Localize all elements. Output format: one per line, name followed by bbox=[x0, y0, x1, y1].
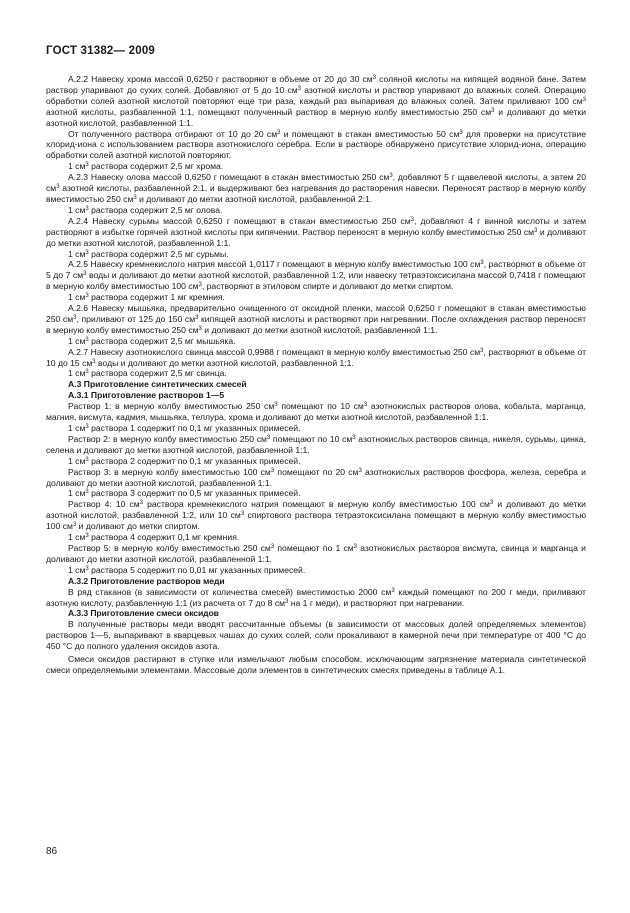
paragraph: В полученные растворы меди вводят рассчитанные объемы (в зависимости от массовых долей определяемых элементов) растворов 1—5, выпаривают в кварцевых чашах до сухих солей, соли прокаливают в камерной печи при температуре от 400 °С до 450 °С до полного удаления оксидов азота. bbox=[46, 619, 586, 652]
paragraph: Раствор 5: в мерную колбу вместимостью 250 $см^3$ помещают по 1 $см^3$ азотнокислых растворов висмута, свинца и марганца и доливают до метки азотной кислотой, разбавленной 1:1. bbox=[46, 542, 586, 564]
document-header: ГОСТ 31382— 2009 bbox=[46, 45, 156, 57]
subsection-heading: А.3.3 Приготовление смеси оксидов bbox=[68, 608, 219, 619]
document-body bbox=[46, 74, 586, 676]
paragraph: 1 $см^3$ раствора 4 содержит 0,1 мг кремния. bbox=[68, 532, 240, 543]
paragraph: 1 $см^3$ раствора содержит 2,5 мг мышьяка. bbox=[68, 335, 236, 346]
paragraph: А.2.2 Навеску хрома массой 0,6250 г растворяют в объеме от 20 до 30 $см^3$ соляной кислоты на кипящей водяной бане. Затем раствор упаривают до сухих солей. Добавляют от 5 до 10 $см^3$ азотной кислоты и раствор упаривают до влажных солей. Операцию обработки солей азотной кислотой повторяют еще три раза, каждый раз выпаривая до влажных солей. Затем приливают 100 $см^3$ азотной кислоты, разбавленной 1:1, помещают полученный раствор в мерную колбу вместимостью 250 $см^3$ и доливают до метки азотной кислотой, разбавленной 1:1. bbox=[46, 74, 586, 128]
paragraph: А.2.7 Навеску азотнокислого свинца массой 0,9988 г помещают в мерную колбу вместимостью 250 $см^3$, растворяют в объеме от 10 до 15 $см^3$ воды и доливают до метки азотной кислотой, разбавленной 1:1. bbox=[46, 346, 587, 368]
paragraph: Раствор 2: в мерную колбу вместимостью 250 $см^3$ помещают по 10 $см^3$ азотнокислых растворов свинца, никеля, сурьмы, цинка, селена и доливают до метки азотной кислотой, разбавленной 1:1. bbox=[46, 433, 586, 455]
paragraph: 1 $см^3$ раствора 3 содержит по 0,5 мг указанных примесей. bbox=[68, 488, 301, 499]
paragraph: 1 $см^3$ раствора содержит 2,5 мг хрома. bbox=[68, 161, 224, 172]
paragraph: 1 $см^3$ раствора 2 содержит по 0,1 мг указанных примесей. bbox=[68, 455, 301, 466]
paragraph: А.2.4 Навеску сурьмы массой 0,6250 г помещают в стакан вместимостью 250 $см^3$, добавляют 4 г винной кислоты и затем растворяют в избытке горячей азотной кислоты при кипячении. Раствор переносят в мерную колбу вместимостью 250 $см^3$ и доливают до метки азотной кислотой, разбавленной 1:1. bbox=[46, 215, 586, 248]
paragraph: 1 $см^3$ раствора содержит 2,5 мг олова. bbox=[68, 204, 223, 215]
subsection-heading: А.3.2 Приготовление растворов меди bbox=[68, 575, 225, 586]
paragraph: От полученного раствора отбирают от 10 до 20 $см^3$ и помещают в стакан вместимостью 50 $см^3$ для проверки на присутствие хлорид-иона с использованием раствора азотнокислого серебра. Если в растворе обнаружено присутствие хлорид-иона, операцию обработки солей азотной кислотой повторяют. bbox=[46, 128, 586, 161]
paragraph: Раствор 4: 10 $см^3$ раствора кремнекислого натрия помещают в мерную колбу вместимостью 100 $см^3$ и доливают до метки азотной кислотой, разбавленной 1:2, или 10 $см^3$ спиртового раствора тетраэтоксисилана помещают в мерную колбу вместимостью 100 $см^3$ и доливают до метки спиртом. bbox=[46, 499, 587, 532]
paragraph: А.2.6 Навеску мышьяка, предварительно очищенного от оксидной пленки, массой 0,6250 г помещают в стакан вместимостью 250 $см^3$, приливают от 125 до 150 $см^3$ кипящей азотной кислоты и растворяют при нагревании. После охлаждения раствор переносят в мерную колбу вместимостью 250 $см^3$ и доливают до метки азотной кислотой, разбавленной 1:1. bbox=[46, 303, 587, 335]
paragraph: 1 $см^3$ раствора 5 содержит по 0,01 мг указанных примесей. bbox=[68, 564, 306, 575]
paragraph: А.2.3 Навеску олова массой 0,6250 г помещают в стакан вместимостью 250 $см^3$, добавляют 5 г щавелевой кислоты, а затем 20 $см^3$ азотной кислоты, разбавленной 2:1, и выдерживают без нагревания до растворения навески. Переносят раствор в мерную колбу вместимостью 250 $см^3$ и доливают до метки азотной кислотой, разбавленной 2:1. bbox=[46, 172, 586, 204]
section-heading: А.3 Приготовление синтетических смесей bbox=[68, 379, 247, 390]
paragraph: А.2.5 Навеску кремнекислого натрия массой 1,0117 г помещают в мерную колбу вместимостью 100 $см^3$, растворяют в объеме от 5 до 7 $см^3$ воды и доливают до метки азотной кислотой, разбавленной 1:2, или навеску тетраэтоксисилана массой 0,7418 г помещают в мерную колбу вместимостью 100 $см^3$, растворяют в этиловом спирте и доливают до метки спиртом. bbox=[46, 259, 586, 292]
paragraph: Раствор 1: в мерную колбу вместимостью 250 $см^3$ помещают по 10 $см^3$ азотнокислых растворов олова, кобальта, марганца, магния, висмута, кадмия, мышьяка, теллура, хрома и доливают до метки азотной кислотой, разбавленной 1:1. bbox=[46, 401, 586, 423]
paragraph: 1 $см^3$ раствора содержит 2,5 мг свинца. bbox=[68, 368, 227, 379]
subsection-heading: А.3.1 Приготовление растворов 1—5 bbox=[68, 390, 225, 401]
paragraph: Раствор 3: в мерную колбу вместимостью 100 $см^3$ помещают по 20 $см^3$ азотнокислых растворов фосфора, железа, серебра и доливают до метки азотной кислотой, разбавленной 1:1. bbox=[46, 466, 586, 488]
paragraph: 1 $см^3$ раствора содержит 1 мг кремния. bbox=[68, 292, 225, 303]
paragraph: 1 $см^3$ раствора содержит 2,5 мг сурьмы. bbox=[68, 248, 229, 259]
paragraph: 1 $см^3$ раствора 1 содержит по 0,1 мг указанных примесей. bbox=[68, 423, 301, 433]
paragraph: Смеси оксидов растирают в ступке или измельчают любым способом, исключающим загрязнение материала синтетической смеси определяемыми элементами. Массовые доли элементов в синтетических смесях приведены в таблице А.1. bbox=[46, 654, 586, 675]
page-number: 86 bbox=[46, 846, 58, 857]
paragraph: В ряд стаканов (в зависимости от количества смесей) вместимостью 2000 $см^3$ каждый помещают по 200 г меди, приливают азотную кислоту, разбавленную 1:1 (из расчета от 7 до 8 $см^3$ на 1 г меди), и растворяют при нагревании. bbox=[46, 586, 586, 608]
